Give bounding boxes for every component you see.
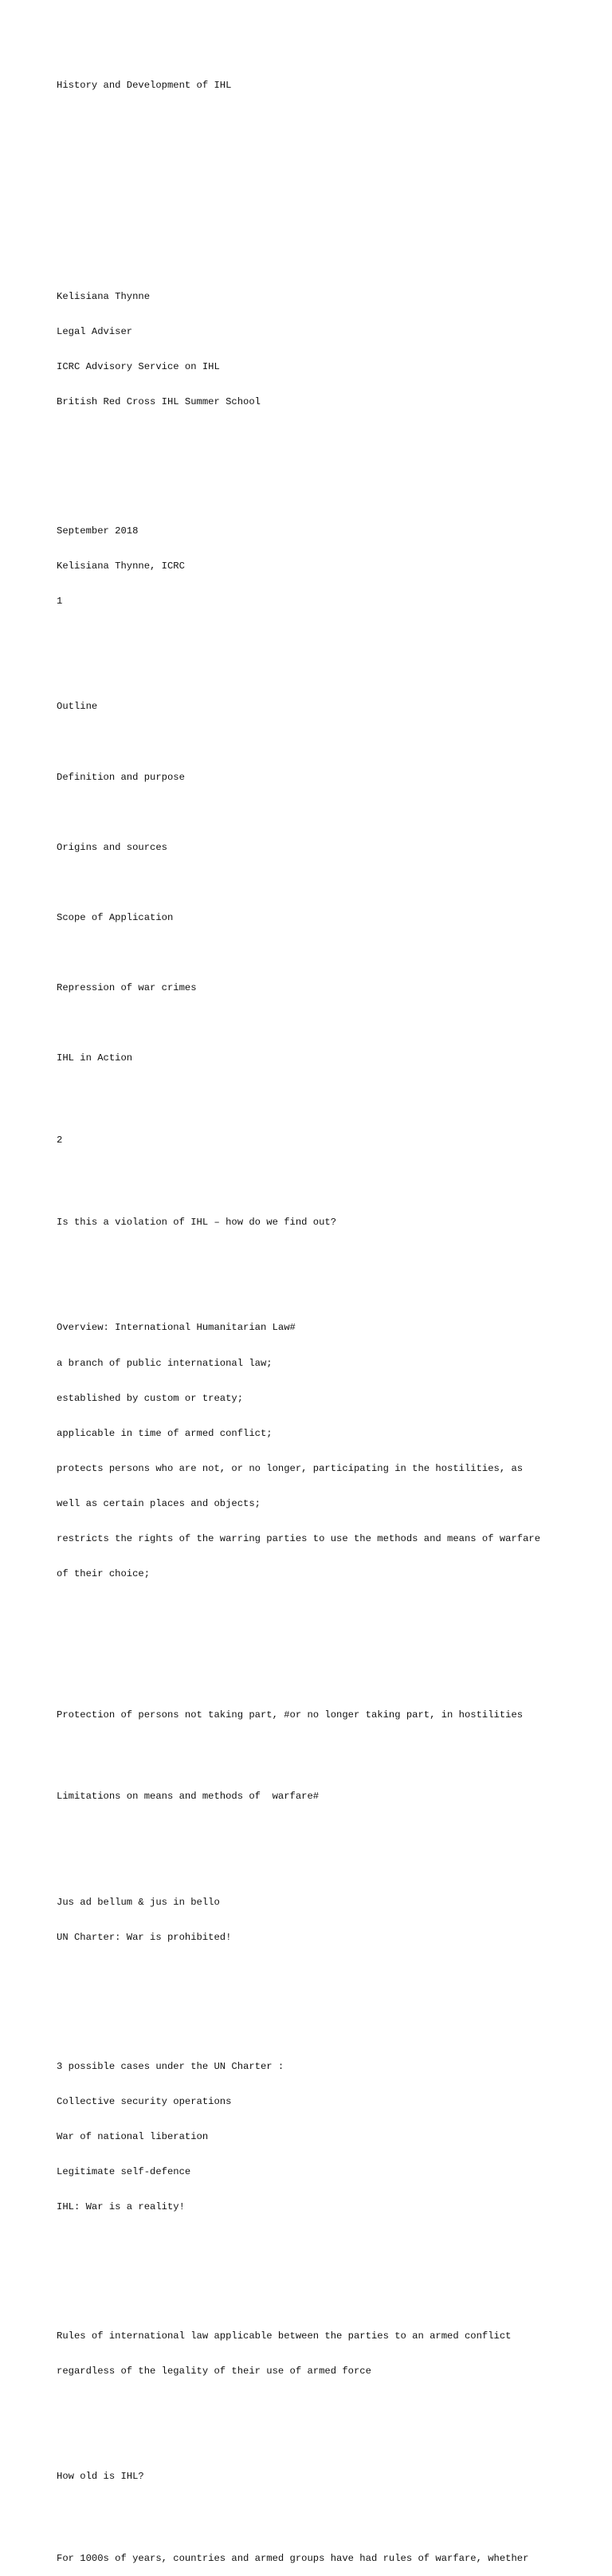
outline-item: IHL in Action — [57, 1052, 133, 1064]
jus-block — [57, 1873, 583, 1967]
jus-line: Jus ad bellum & jus in bello — [57, 1896, 220, 1908]
cases-heading: 3 possible cases under the UN Charter : — [57, 2060, 284, 2072]
author-role: Legal Adviser — [57, 326, 133, 338]
overview-block — [57, 1299, 583, 1603]
jus-line: UN Charter: War is prohibited! — [57, 1931, 232, 1943]
outline-item: Scope of Application — [57, 912, 174, 924]
cases-line: IHL: War is a reality! — [57, 2200, 185, 2212]
limitations-line: Limitations on means and methods of warfare# — [57, 1791, 320, 1803]
footer-date: September 2018 — [57, 525, 139, 537]
outline-item: Repression of war crimes — [57, 982, 197, 994]
overview-line: applicable in time of armed conflict; — [57, 1427, 273, 1439]
overview-line: of their choice; — [57, 1568, 151, 1580]
cases-block — [57, 2037, 583, 2236]
protection-line: Protection of persons not taking part, #or no longer taking part, in hostilities — [57, 1709, 524, 1721]
cases-item: Legitimate self-defence — [57, 2165, 191, 2177]
final-line: For 1000s of years, countries and armed groups have had rules of warfare, whether — [57, 2552, 529, 2564]
violation-question: Is this a violation of IHL – how do we find out? — [57, 1217, 337, 1229]
document-page — [57, 57, 583, 2576]
slide-number: 2 — [57, 1135, 63, 1146]
overview-heading: Overview: International Humanitarian Law# — [57, 1322, 296, 1334]
cases-item: War of national liberation — [57, 2130, 209, 2142]
footer-author: Kelisiana Thynne, ICRC — [57, 560, 185, 572]
rules-block — [57, 2307, 583, 2401]
event-name: British Red Cross IHL Summer School — [57, 396, 261, 408]
slide-number: 1 — [57, 596, 63, 608]
overview-line: protects persons who are not, or no longer, participating in the hostilities, as — [57, 1462, 524, 1474]
overview-line: restricts the rights of the warring parties to use the methods and means of warfare — [57, 1533, 541, 1545]
author-organization: ICRC Advisory Service on IHL — [57, 361, 220, 373]
overview-line: established by custom or treaty; — [57, 1392, 244, 1404]
outline-item: Origins and sources — [57, 841, 167, 853]
outline-item: Definition and purpose — [57, 771, 185, 783]
author-name: Kelisiana Thynne — [57, 290, 151, 302]
document-title: History and Development of IHL — [57, 80, 232, 92]
author-block — [57, 268, 583, 432]
outline-heading: Outline — [57, 701, 98, 713]
overview-line: well as certain places and objects; — [57, 1497, 261, 1509]
rules-line: Rules of international law applicable between the parties to an armed conflict — [57, 2330, 512, 2342]
rules-line: regardless of the legality of their use of armed force — [57, 2365, 371, 2377]
overview-line: a branch of public international law; — [57, 1357, 273, 1369]
cases-item: Collective security operations — [57, 2095, 232, 2107]
slide-footer — [57, 502, 583, 631]
how-old-question: How old is IHL? — [57, 2470, 144, 2482]
